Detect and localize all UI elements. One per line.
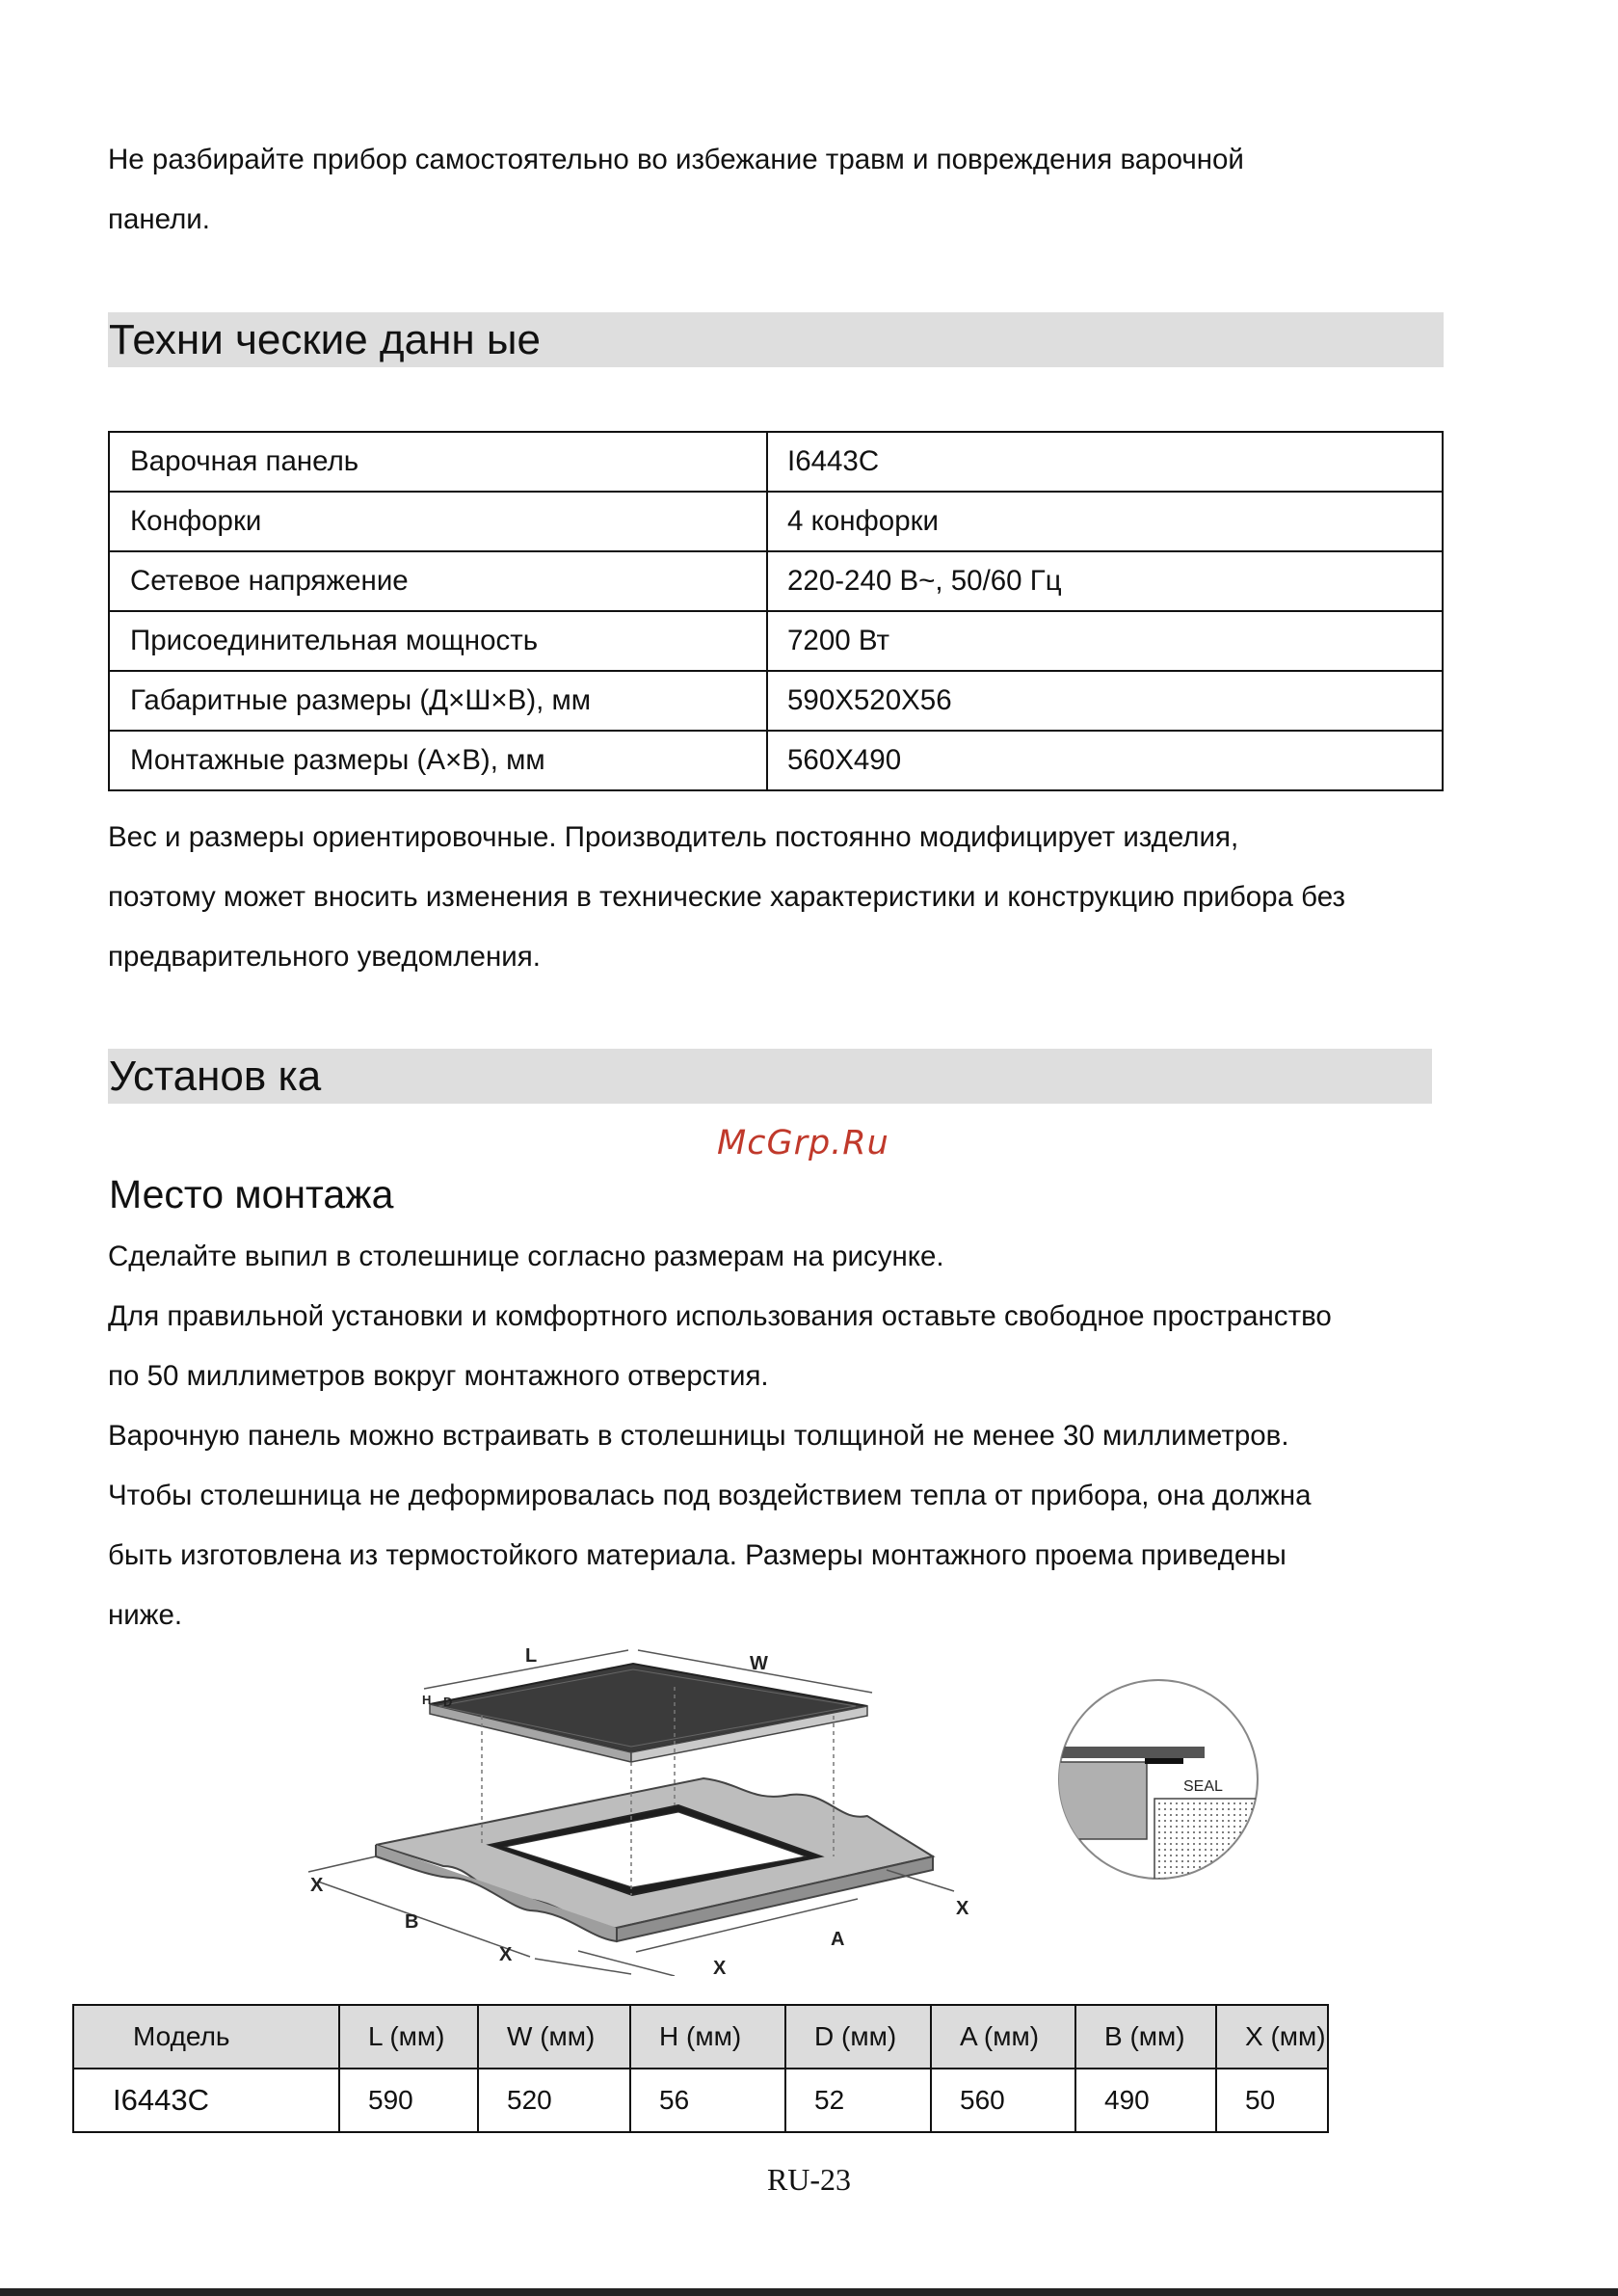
table-row — [109, 731, 1443, 790]
dimensions-table — [72, 2004, 1329, 2133]
install-line-2: Для правильной установки и комфортного использования оставьте свободное пространство — [108, 1300, 1332, 1332]
table-row — [109, 432, 1443, 492]
hob-panel — [430, 1664, 867, 1762]
col-header: W (мм) — [478, 2005, 630, 2069]
label-X-bottom: X — [713, 1958, 727, 1976]
table-header-row — [73, 2005, 1328, 2069]
note-line-1: Вес и размеры ориентировочные. Производитель постоянно модифицирует изделия, — [108, 821, 1239, 853]
install-line-1: Сделайте выпил в столешнице согласно размерам на рисунке. — [108, 1241, 944, 1272]
cell-model: I6443C — [73, 2069, 339, 2132]
bottom-rule — [0, 2288, 1618, 2296]
note-line-3: предварительного уведомления. — [108, 941, 541, 973]
install-line-4: Варочную панель можно встраивать в столешницы толщиной не менее 30 миллиметров. — [108, 1420, 1289, 1452]
spec-table — [108, 431, 1444, 791]
cell-L: 590 — [339, 2069, 478, 2132]
label-seal: SEAL — [1183, 1778, 1223, 1795]
cell-D: 52 — [785, 2069, 931, 2132]
subheading-mounting-place: Место монтажа — [109, 1172, 394, 1216]
watermark: McGrp.Ru — [717, 1124, 889, 1162]
intro-line-1: Не разбирайте прибор самостоятельно во избежание травм и повреждения варочной — [108, 144, 1244, 175]
install-line-6: быть изготовлена из термостойкого материала. Размеры монтажного проема приведены — [108, 1539, 1286, 1571]
spec-value: 4 конфорки — [767, 492, 1443, 551]
label-A: A — [831, 1929, 845, 1950]
install-line-5: Чтобы столешница не деформировалась под воздействием тепла от прибора, она должна — [108, 1480, 1312, 1511]
spec-label: Сетевое напряжение — [109, 551, 767, 611]
install-line-3: по 50 миллиметров вокруг монтажного отверстия. — [108, 1360, 769, 1392]
label-H: H — [422, 1693, 432, 1707]
spec-label: Монтажные размеры (A×B), мм — [109, 731, 767, 790]
intro-line-2: панели. — [108, 203, 210, 235]
tech-section-title: Техни ческие данн ые — [109, 316, 541, 363]
table-row — [109, 611, 1443, 671]
label-X-right: X — [956, 1898, 969, 1919]
col-header: D (мм) — [785, 2005, 931, 2069]
spec-value: 590X520X56 — [767, 671, 1443, 731]
countertop — [376, 1778, 933, 1941]
col-header: Модель — [73, 2005, 339, 2069]
col-header: L (мм) — [339, 2005, 478, 2069]
spec-label: Габаритные размеры (Д×Ш×В), мм — [109, 671, 767, 731]
installation-diagram — [289, 1639, 1272, 1976]
cell-B: 490 — [1075, 2069, 1216, 2132]
spec-value: 220-240 В~, 50/60 Гц — [767, 551, 1443, 611]
install-line-7: ниже. — [108, 1599, 183, 1631]
spec-value: I6443C — [767, 432, 1443, 492]
spec-value: 560X490 — [767, 731, 1443, 790]
col-header: H (мм) — [630, 2005, 785, 2069]
table-row — [109, 671, 1443, 731]
label-L: L — [525, 1645, 538, 1667]
col-header: X (мм) — [1216, 2005, 1328, 2069]
col-header: A (мм) — [931, 2005, 1075, 2069]
cell-W: 520 — [478, 2069, 630, 2132]
note-line-2: поэтому может вносить изменения в технические характеристики и конструкцию прибора без — [108, 881, 1345, 913]
label-X-left: X — [310, 1875, 324, 1896]
spec-label: Варочная панель — [109, 432, 767, 492]
table-row — [109, 551, 1443, 611]
col-header: B (мм) — [1075, 2005, 1216, 2069]
spec-value: 7200 Вт — [767, 611, 1443, 671]
label-B: B — [405, 1911, 419, 1933]
spec-label: Присоединительная мощность — [109, 611, 767, 671]
table-row — [109, 492, 1443, 551]
table-row — [73, 2069, 1328, 2132]
install-section-title: Установ ка — [109, 1053, 322, 1100]
page-number: RU-23 — [766, 2162, 852, 2197]
label-X-bottom-left: X — [499, 1944, 513, 1965]
seal-detail — [1050, 1680, 1270, 1895]
cell-H: 56 — [630, 2069, 785, 2132]
spec-label: Конфорки — [109, 492, 767, 551]
label-W: W — [750, 1653, 768, 1674]
cell-A: 560 — [931, 2069, 1075, 2132]
label-D: D — [443, 1695, 453, 1709]
cell-X: 50 — [1216, 2069, 1328, 2132]
